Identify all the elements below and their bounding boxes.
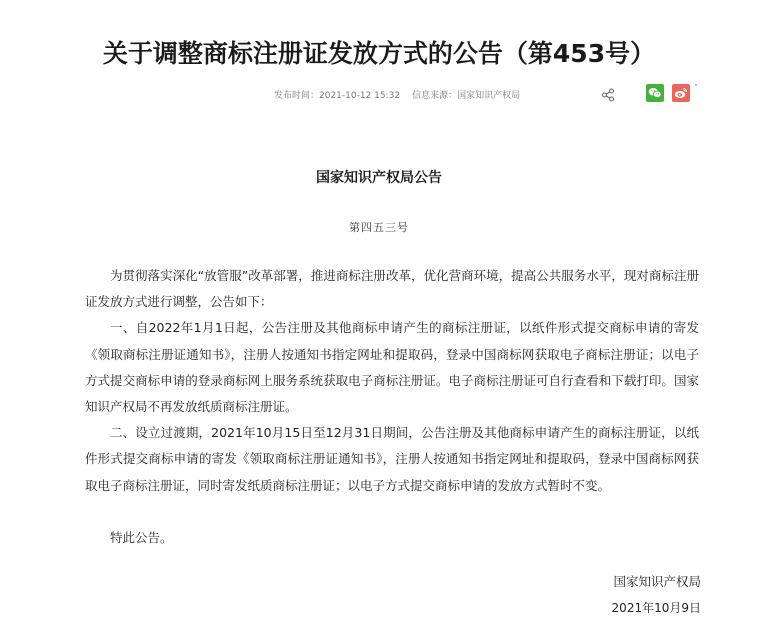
announcement-heading: 国家知识产权局公告 [316,170,442,186]
share-icon[interactable] [601,87,615,101]
decorative-dot [695,84,697,86]
paragraph-item-2: 二、设立过渡期，2021年10月15日至12月31日期间，公告注册及其他商标申请产生的商标注册证，以纸件形式提交商标申请的寄发《领取商标注册证通知书》，注册人按通知书指定网址和提取码，登录中国商标网获取电子商标注册证，同时寄发纸质商标注册证；以电子方式提交商标申请的发放方式暂时不变。 [85,425,699,493]
wechat-icon [648,87,662,99]
signature-date: 2021年10月9日 [611,601,701,615]
article-title: 关于调整商标注册证发放方式的公告（第453号） [102,39,656,68]
publish-time: 发布时间：2021-10-12 15:32 [274,91,401,101]
weibo-icon [674,87,688,99]
signature-organization: 国家知识产权局 [613,574,701,589]
document-number: 第四五三号 [349,221,409,234]
paragraph-closing: 特此公告。 [110,530,173,546]
article-meta [274,89,520,103]
wechat-share-button[interactable] [646,84,664,102]
paragraph-item-1: 一、自2022年1月1日起，公告注册及其他商标申请产生的商标注册证，以纸件形式提交商标申请的寄发《领取商标注册证通知书》，注册人按通知书指定网址和提取码，登录中国商标网获取电子商标注册证；以电子方式提交商标申请的登录商标网上服务系统获取电子商标注册证。电子商标注册证可自行查看和下载打印。国家知识产权局不再发放纸质商标注册证。 [85,320,699,415]
info-source: 信息来源：国家知识产权局 [412,91,521,101]
weibo-share-button[interactable] [672,84,690,102]
paragraph-spacer [85,499,699,525]
article-body [85,263,699,551]
paragraph-intro: 为贯彻落实深化“放管服”改革部署，推进商标注册改革，优化营商环境，提高公共服务水平，现对商标注册证发放方式进行调整，公告如下： [85,268,699,310]
